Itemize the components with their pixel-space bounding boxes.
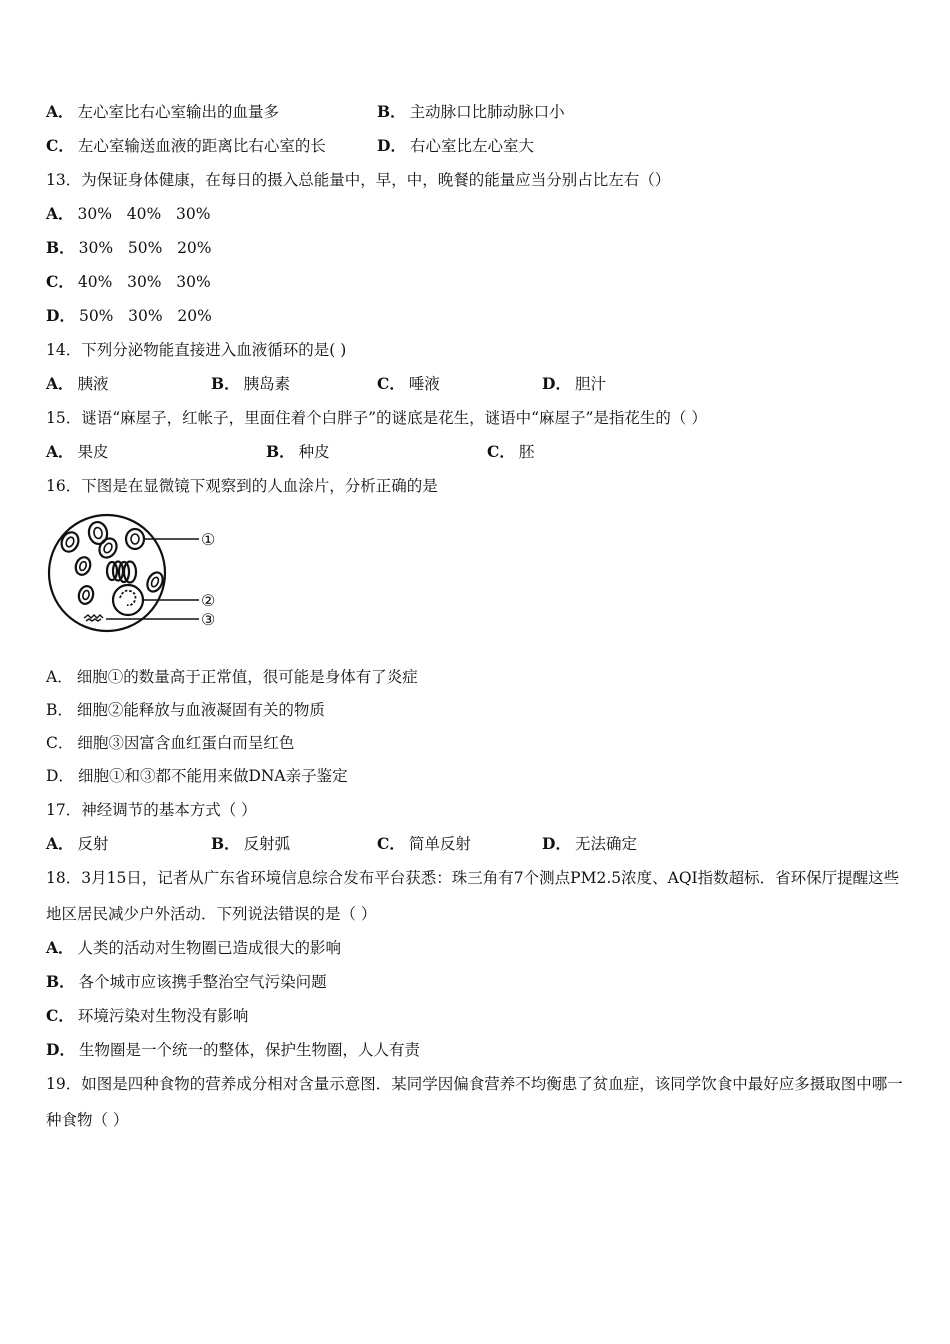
figure-label-3: ③ [201,610,216,629]
red-blood-cell [77,584,95,605]
white-blood-cell-labeled-2 [113,585,143,615]
figure-label-1: ① [201,530,216,549]
q18-option-c[interactable]: C． 环境污染对生物没有影响 [46,1006,249,1025]
q12-option-b[interactable]: B． 主动脉口比肺动脉口小 [377,102,565,121]
red-blood-cell [73,555,92,577]
q18-stem: 18．3月15日，记者从广东省环境信息综合发布平台获悉：珠三角有7个测点PM2.5浓度、AQI指数超标．省环保厅提醒这些地区居民减少户外活动．下列说法错误的是（ ） [46,869,900,923]
q14-option-c[interactable]: C． 唾液 [377,374,440,393]
q16-option-a[interactable]: A． 细胞①的数量高于正常值，很可能是身体有了炎症 [46,668,418,686]
red-blood-cell [59,530,82,555]
q13-option-c[interactable]: C． 40% 30% 30% [46,272,211,291]
q14-stem: 14．下列分泌物能直接进入血液循环的是( ) [46,341,347,359]
q16-option-d[interactable]: D． 细胞①和③都不能用来做DNA亲子鉴定 [46,767,348,785]
red-blood-cell [96,535,120,560]
q16-option-c[interactable]: C． 细胞③因富含血红蛋白而呈红色 [46,734,295,752]
q14-option-b[interactable]: B． 胰岛素 [211,374,291,393]
q13-option-a[interactable]: A． 30% 40% 30% [46,204,211,223]
figure-label-2: ② [201,591,216,610]
q15-stem: 15．谜语“麻屋子，红帐子，里面住着个白胖子”的谜底是花生，谜语中“麻屋子”是指花生的（ ） [46,409,707,427]
q16-option-b[interactable]: B． 细胞②能释放与血液凝固有关的物质 [46,701,325,719]
q15-option-c[interactable]: C． 胚 [487,442,535,461]
q17-option-c[interactable]: C． 简单反射 [377,834,471,853]
q12-option-c[interactable]: C． 左心室输送血液的距离比右心室的长 [46,136,326,155]
q17-option-b[interactable]: B． 反射弧 [211,834,291,853]
q13-stem: 13．为保证身体健康，在每日的摄入总能量中，早，中，晚餐的能量应当分别占比左右（） [46,171,671,189]
q14-option-d[interactable]: D． 胆汁 [542,374,606,393]
q15-option-b[interactable]: B． 种皮 [266,442,330,461]
q13-option-d[interactable]: D． 50% 30% 20% [46,306,212,325]
q17-option-a[interactable]: A． 反射 [46,834,109,853]
q16-stem: 16．下图是在显微镜下观察到的人血涂片，分析正确的是 [46,477,438,495]
red-blood-cell [87,521,109,546]
q13-option-b[interactable]: B． 30% 50% 20% [46,238,212,257]
q18-option-d[interactable]: D． 生物圈是一个统一的整体，保护生物圈，人人有责 [46,1040,420,1059]
platelets-labeled-3 [84,615,103,621]
blood-smear-figure [46,512,226,636]
q12-option-a[interactable]: A． 左心室比右心室输出的血量多 [46,102,280,121]
q19-stem: 19．如图是四种食物的营养成分相对含量示意图．某同学因偏食营养不均衡患了贫血症，该同学饮食中最好应多摄取图中哪一种食物（ ） [46,1075,903,1129]
q18-option-a[interactable]: A． 人类的活动对生物圈已造成很大的影响 [46,938,342,957]
q18-option-b[interactable]: B． 各个城市应该携手整治空气污染问题 [46,972,327,991]
q15-option-a[interactable]: A． 果皮 [46,442,109,461]
q12-option-d[interactable]: D． 右心室比左心室大 [377,136,534,155]
red-blood-cell-labeled-1 [126,529,144,549]
red-blood-cell-stack [107,562,136,583]
q14-option-a[interactable]: A． 胰液 [46,374,109,393]
q17-stem: 17．神经调节的基本方式（ ） [46,801,257,819]
q17-option-d[interactable]: D． 无法确定 [542,834,637,853]
